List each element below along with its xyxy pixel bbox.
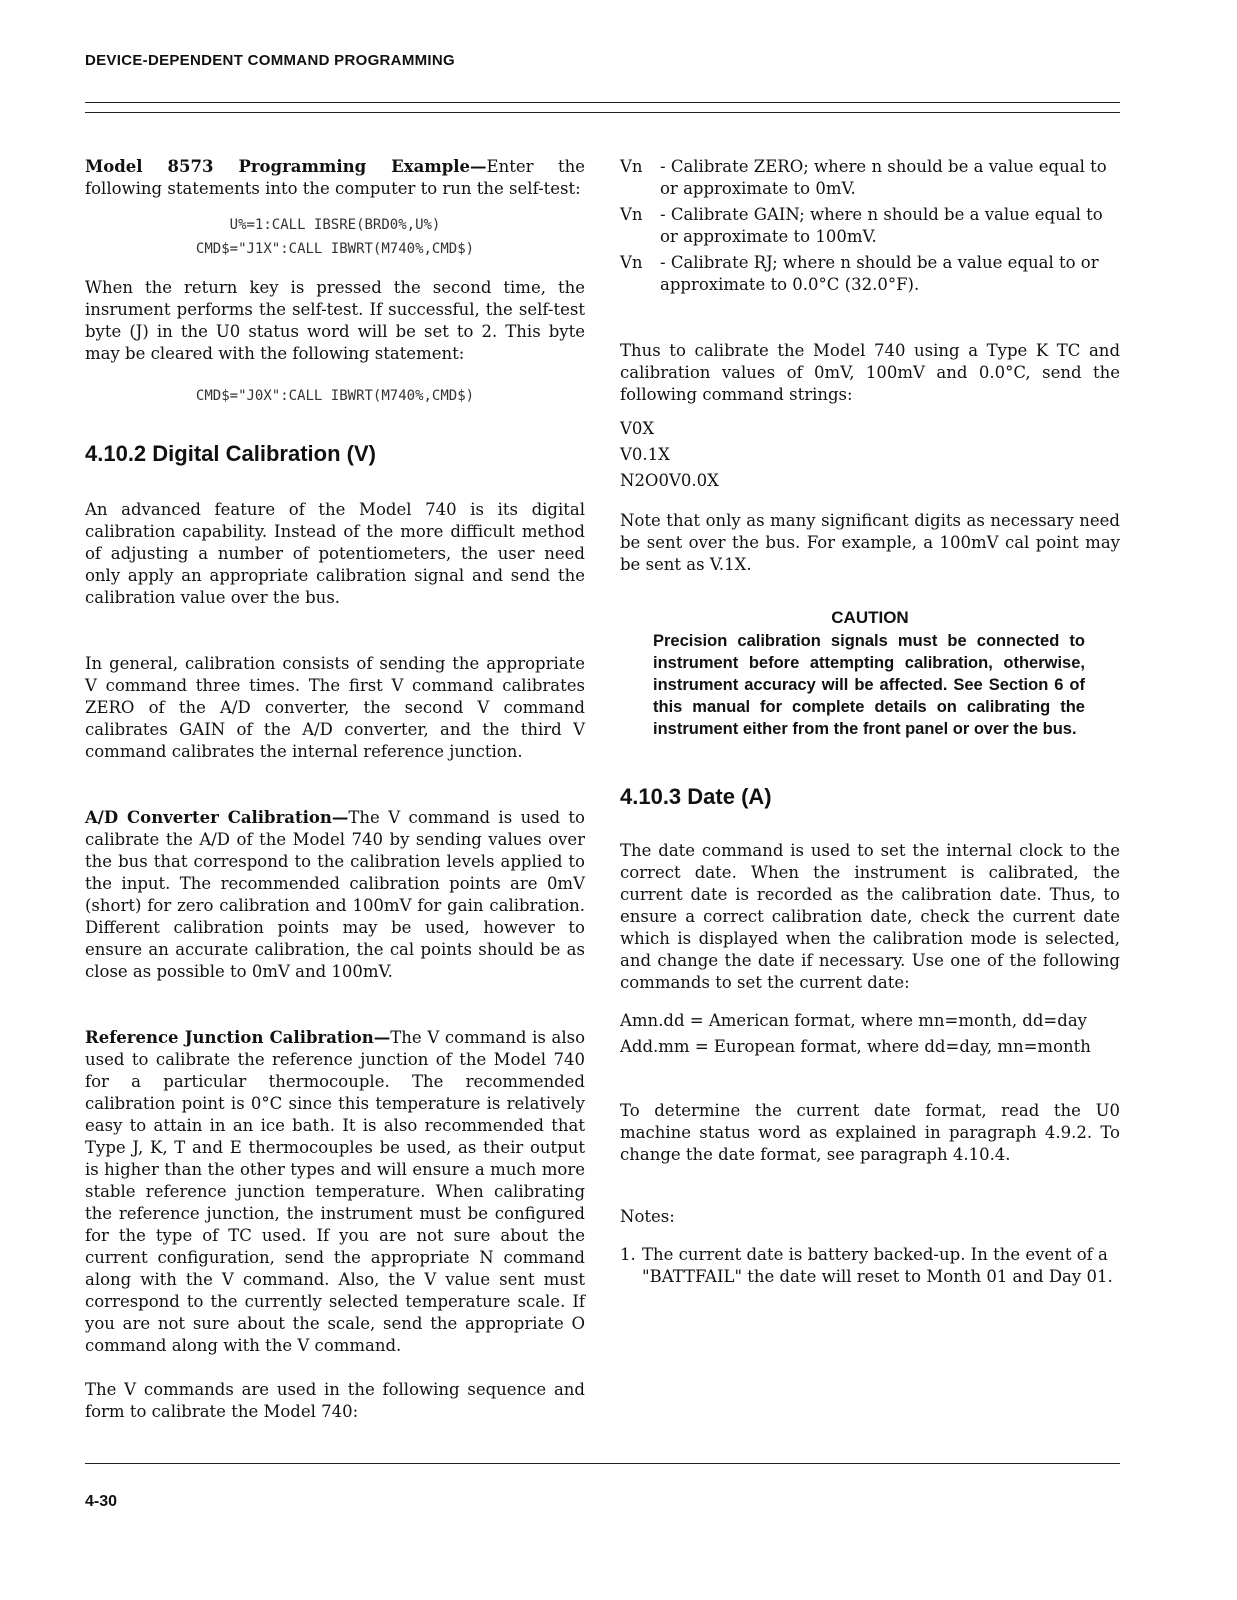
code-line: U%=1:CALL IBSRE(BRD0%,U%) <box>229 217 441 233</box>
command-string: N2O0V0.0X <box>620 471 719 490</box>
notes-label: Notes: <box>620 1207 675 1226</box>
date-format-line: Add.mm = European format, where dd=day, mn=month <box>620 1037 1091 1056</box>
sequence-paragraph: The V commands are used in the following sequence and form to calibrate the Model 740: <box>85 1380 585 1421</box>
runin-heading: A/D Converter Calibration— <box>85 808 349 827</box>
command-string: V0.1X <box>620 445 670 464</box>
significant-digits-note: Note that only as many significant digits as necessary need be sent over the bus. For example, a 100mV cal point may be sent as V.1X. <box>620 511 1120 574</box>
runin-heading: Model 8573 Programming Example— <box>85 157 487 176</box>
caution-box <box>620 606 1120 740</box>
right-column <box>620 156 1120 1288</box>
date-format-line: Amn.dd = American format, where mn=month, dd=day <box>620 1011 1087 1030</box>
self-test-paragraph: When the return key is pressed the second time, the insrument performs the self-test. If successful, the self-test byte (J) in the U0 status word will be set to 2. This byte may be cleared with the following statement: <box>85 278 585 363</box>
caution-title: CAUTION <box>831 608 909 627</box>
v-command-list <box>620 156 1120 296</box>
note-item <box>620 1244 1120 1288</box>
ad-calibration-paragraph <box>85 807 585 983</box>
left-column <box>85 156 585 1423</box>
intro-paragraph: An advanced feature of the Model 740 is its digital calibration capability. Instead of the more difficult method of adjusting a number of potentiometers, the user need only apply an appropriate calibration signal and send the calibration value over the bus. <box>85 500 585 607</box>
programming-example-paragraph <box>85 156 585 200</box>
paragraph-text: The V command is also used to calibrate the reference junction of the Model 740 for a particular thermocouple. The recommended calibration point is 0°C since this temperature is relatively easy to attain in an ice bath. It is also recommended that Type J, K, T and E thermocouples be used, as their output is higher than the other types and will ensure a much more stable reference junction temperature. When calibrating the reference junction, the instrument must be configured for the type of TC used. If you are not sure about the current configuration, send the appropriate N command along with the V command. Also, the V value sent must correspond to the currently selected temperature scale. If you are not sure about the scale, send the appropriate O command along with the V command. <box>85 1028 586 1355</box>
header-rule-thin <box>85 112 1120 113</box>
footer-rule <box>85 1463 1120 1464</box>
page-number: 4-30 <box>85 1493 118 1510</box>
rj-calibration-paragraph <box>85 1027 585 1357</box>
general-paragraph: In general, calibration consists of sending the appropriate V command three times. The first V command calibrates ZERO of the A/D converter, the second V command calibrates GAIN of the A/D converter, and the third V command calibrates the internal reference junction. <box>85 654 585 761</box>
list-item <box>620 156 1120 200</box>
command-code: Vn <box>620 205 643 224</box>
runin-heading: Reference Junction Calibration— <box>85 1028 391 1047</box>
determine-paragraph: To determine the current date format, read the U0 machine status word as explained in paragraph 4.9.2. To change the date format, see paragraph 4.10.4. <box>620 1101 1120 1164</box>
list-item <box>620 252 1120 296</box>
list-item <box>620 204 1120 248</box>
section-heading: 4.10.3 Date (A) <box>620 784 772 809</box>
paragraph-text: Enter the following statements into the computer to run the self-test: <box>85 157 585 198</box>
header-rule <box>85 102 1120 103</box>
command-description: - Calibrate GAIN; where n should be a value equal to or approximate to 100mV. <box>660 205 1103 246</box>
running-header: DEVICE-DEPENDENT COMMAND PROGRAMMING <box>85 52 455 69</box>
code-line: CMD$="J0X":CALL IBWRT(M740%,CMD$) <box>195 388 475 404</box>
note-number: 1. <box>620 1245 636 1264</box>
caution-text: Precision calibration signals must be connected to instrument before attempting calibration, otherwise, instrument accuracy will be affected. See Section 6 of this manual for complete details on calibrating the instrument either from the front panel or over the bus. <box>653 632 1085 738</box>
section-heading: 4.10.2 Digital Calibration (V) <box>85 441 376 466</box>
paragraph-text: The V command is used to calibrate the A/D of the Model 740 by sending values over the bus that correspond to the calibration levels applied to the input. The recommended calibration points are 0mV (short) for zero calibration and 100mV for gain calibration. Different calibration points may be used, however to ensure an accurate calibration, the cal points should be as close as possible to 0mV and 100mV. <box>85 808 585 981</box>
command-string: V0X <box>620 419 655 438</box>
code-line: CMD$="J1X":CALL IBWRT(M740%,CMD$) <box>195 241 475 257</box>
thus-paragraph: Thus to calibrate the Model 740 using a Type K TC and calibration values of 0mV, 100mV and 0.0°C, send the following command strings: <box>620 341 1120 404</box>
command-description: - Calibrate RJ; where n should be a value equal to or approximate to 0.0°C (32.0°F). <box>660 253 1099 294</box>
command-code: Vn <box>620 157 643 176</box>
command-description: - Calibrate ZERO; where n should be a value equal to or approximate to 0mV. <box>660 157 1107 198</box>
date-paragraph: The date command is used to set the internal clock to the correct date. When the instrument is calibrated, the current date is recorded as the calibration date. Thus, to ensure a correct calibration date, check the current date which is displayed when the calibration mode is selected, and change the date if necessary. Use one of the following commands to set the current date: <box>620 841 1120 992</box>
note-text: The current date is battery backed-up. In the event of a "BATTFAIL" the date will reset to Month 01 and Day 01. <box>642 1245 1113 1286</box>
command-code: Vn <box>620 253 643 272</box>
